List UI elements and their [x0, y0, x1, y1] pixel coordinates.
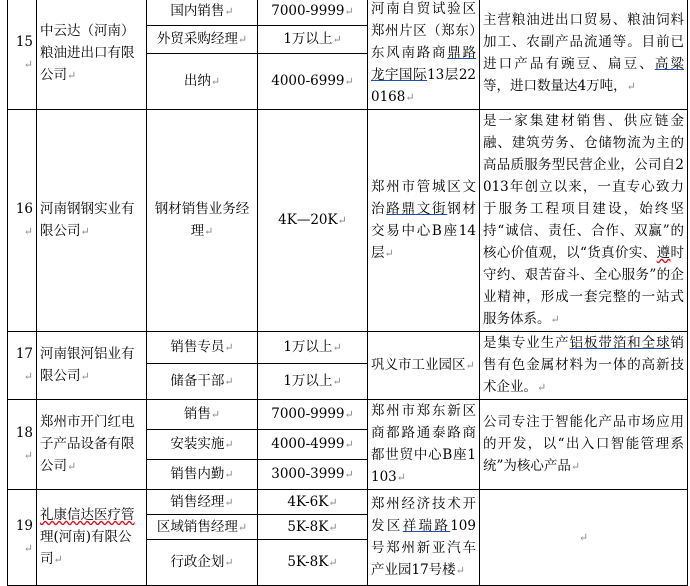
position-title: 出纳↵ — [147, 54, 258, 110]
row-number: 17↵ — [8, 332, 37, 400]
company-address: 河南自贸试验区郑州片区（郑东）东风南路商鼎路龙宇国际13层220168↵ — [368, 0, 480, 110]
salary: 5K-8K↵ — [258, 540, 368, 586]
row-number: 16↵ — [8, 110, 37, 332]
table-row — [8, 0, 688, 26]
job-listing-table — [7, 0, 688, 586]
salary: 4K-6K↵ — [258, 490, 368, 515]
position-title: 钢材销售业务经理↵ — [147, 110, 258, 332]
position-title: 外贸采购经理↵ — [147, 26, 258, 54]
position-title: 行政企划↵ — [147, 540, 258, 586]
table-row — [8, 332, 688, 364]
company-name: 郑州市开门红电子产品设备有限公司↵ — [37, 400, 147, 490]
position-title: 区域销售经理↵ — [147, 515, 258, 540]
company-description: 是集专业生产铝板带箔和全球销售有色金属材料为一体的高新技术企业。↵ — [480, 332, 688, 400]
salary: 1万以上↵ — [258, 332, 368, 364]
company-description: 是一家集建材销售、供应链金融、建筑劳务、仓储物流为主的高品质服务型民营企业，公司自2013年创立以来，一直专心致力于服务工程项目建设，始终坚持“诚信、责任、合作、双赢”的核心价值观，以“货真价实、遵时守约、艰苦奋斗、全心服务”的企业精神，形成一套完整的一站式服务体系。↵ — [480, 110, 688, 332]
company-address: 郑州经济技术开发区祥瑞路109号郑州新亚汽车产业园17号楼↵ — [368, 490, 480, 586]
company-description: ↵ — [480, 490, 688, 586]
table-row — [8, 400, 688, 430]
position-title: 销售↵ — [147, 400, 258, 430]
position-title: 安装实施↵ — [147, 430, 258, 460]
company-description: 公司专注于智能化产品市场应用的开发，以“出入口智能管理系统”为核心产品↵ — [480, 400, 688, 490]
company-name: 河南银河铝业有限公司↵ — [37, 332, 147, 400]
table-row — [8, 490, 688, 515]
row-number: 19↵ — [8, 490, 37, 586]
company-address: 郑州市郑东新区商都路通泰路商都世贸中心B座1103↵ — [368, 400, 480, 490]
company-address: 巩义市工业园区↵ — [368, 332, 480, 400]
salary: 7000-9999↵ — [258, 0, 368, 26]
company-name: 礼康信达医疗管理(河南)有限公司↵ — [37, 490, 147, 586]
company-name: 中云达（河南）粮油进出口有限公司↵ — [37, 0, 147, 110]
company-description: 主营粮油进出口贸易、粮油饲料加工、农副产品流通等。目前已进口产品有豌豆、扁豆、高粱等，进口数量达4万吨，↵ — [480, 0, 688, 110]
position-title: 销售经理↵ — [147, 490, 258, 515]
salary: 4000-6999↵ — [258, 54, 368, 110]
salary: 5K-8K↵ — [258, 515, 368, 540]
company-address: 郑州市管城区文治路鼎文街钢材交易中心B座14层↵ — [368, 110, 480, 332]
salary: 7000-9999↵ — [258, 400, 368, 430]
salary: 3000-3999↵ — [258, 460, 368, 490]
salary: 1万以上↵ — [258, 363, 368, 399]
position-title: 国内销售↵ — [147, 0, 258, 26]
position-title: 销售内勤↵ — [147, 460, 258, 490]
company-name: 河南钢钢实业有限公司↵ — [37, 110, 147, 332]
position-title: 储备干部↵ — [147, 363, 258, 399]
salary: 4K—20K↵ — [258, 110, 368, 332]
table-row — [8, 110, 688, 332]
position-title: 销售专员↵ — [147, 332, 258, 364]
row-number: 15↵ — [8, 0, 37, 110]
row-number: 18↵ — [8, 400, 37, 490]
salary: 1万以上↵ — [258, 26, 368, 54]
salary: 4000-4999↵ — [258, 430, 368, 460]
